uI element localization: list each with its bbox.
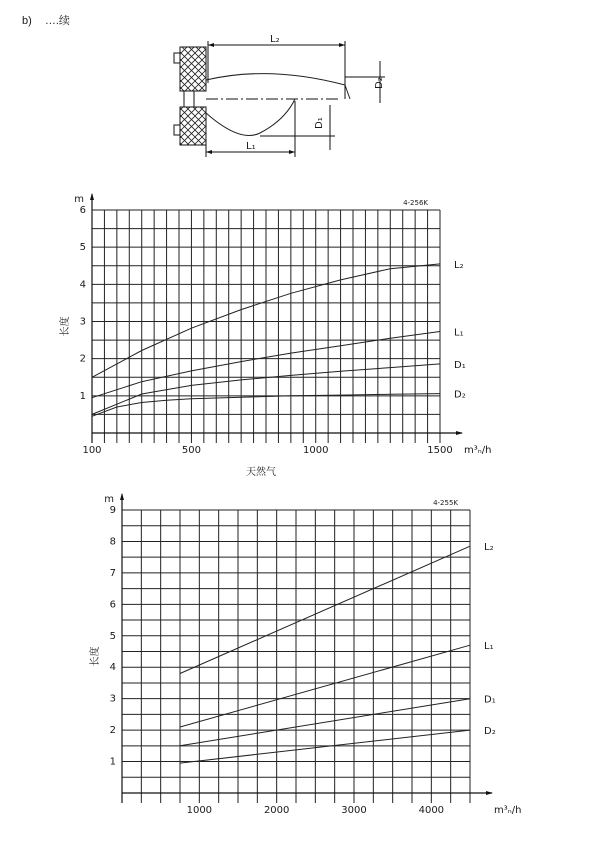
y-tick-label: 5 bbox=[79, 242, 86, 254]
x-tick-label: 4000 bbox=[418, 805, 445, 816]
x-tick-label: 2000 bbox=[263, 805, 290, 816]
figure-label: b) bbox=[22, 15, 32, 27]
y-unit-label: m bbox=[104, 494, 114, 505]
y-tick-label: 5 bbox=[109, 630, 116, 642]
x-tick-label: 1000 bbox=[186, 805, 213, 816]
y-tick-label: 4 bbox=[79, 279, 86, 291]
y-unit-label: m bbox=[74, 194, 84, 205]
y-tick-label: 2 bbox=[109, 725, 116, 737]
series-label-2: L₁ bbox=[454, 327, 464, 339]
x-tick-label: 500 bbox=[181, 445, 201, 456]
series-label-3: D₁ bbox=[484, 694, 496, 706]
figure-header bbox=[22, 12, 80, 28]
chart-code: 4-255K bbox=[433, 499, 458, 507]
x-axis-arrow bbox=[456, 431, 463, 435]
dimension-L1-label: L₁ bbox=[246, 141, 256, 152]
series-label-3: D₁ bbox=[454, 359, 466, 371]
series-label-1: L₂ bbox=[484, 542, 494, 554]
x-tick-label: 1500 bbox=[427, 445, 453, 456]
x-tick-label: 1000 bbox=[302, 445, 329, 456]
chart-4-256k bbox=[0, 185, 603, 485]
chart2-labels bbox=[88, 494, 521, 816]
chart1-grid bbox=[90, 193, 463, 443]
series-label-4: D₂ bbox=[454, 389, 466, 401]
y-tick-label: 1 bbox=[79, 390, 86, 402]
dimension-D2-label: D₂ bbox=[374, 77, 385, 89]
chart-subtitle: 天然气 bbox=[246, 467, 276, 478]
y-tick-label: 9 bbox=[109, 505, 116, 516]
burner-flame-diagram bbox=[160, 25, 400, 170]
series-line-4 bbox=[180, 730, 470, 763]
series-label-4: D₂ bbox=[484, 726, 496, 738]
y-axis-arrow bbox=[90, 193, 94, 200]
y-tick-label: 7 bbox=[109, 567, 116, 579]
chart-4-255k bbox=[0, 485, 603, 825]
chart1-labels bbox=[58, 194, 491, 478]
y-tick-label: 8 bbox=[109, 536, 116, 548]
y-axis-arrow bbox=[120, 493, 124, 500]
inner-flame-outline bbox=[206, 99, 295, 136]
x-tick-label: 3000 bbox=[341, 805, 367, 816]
y-tick-label: 2 bbox=[79, 353, 86, 365]
series-label-2: L₁ bbox=[484, 641, 494, 653]
y-axis-title: 长度 bbox=[60, 316, 71, 337]
y-tick-label: 3 bbox=[109, 693, 116, 705]
figure-continued-text: ….续 bbox=[44, 15, 70, 27]
chart-code: 4-256K bbox=[403, 199, 428, 207]
y-tick-label: 1 bbox=[109, 756, 116, 768]
series-line-1 bbox=[180, 546, 470, 673]
x-unit-label: m³ₙ/h bbox=[464, 445, 492, 456]
y-tick-label: 6 bbox=[109, 599, 116, 611]
dimension-L2-label: L₂ bbox=[270, 34, 280, 45]
x-axis-arrow bbox=[486, 791, 493, 795]
x-unit-label: m³ₙ/h bbox=[494, 805, 522, 816]
series-label-1: L₂ bbox=[454, 259, 464, 271]
x-tick-label: 100 bbox=[82, 445, 102, 456]
dimension-D1-label: D₁ bbox=[314, 117, 325, 129]
series-line-3 bbox=[180, 699, 470, 746]
outer-flame-outline bbox=[206, 74, 350, 99]
y-tick-label: 6 bbox=[79, 205, 86, 216]
burner-block bbox=[174, 47, 206, 145]
y-axis-title: 长度 bbox=[90, 646, 101, 667]
y-tick-label: 3 bbox=[79, 316, 86, 328]
y-tick-label: 4 bbox=[109, 662, 116, 674]
chart2-grid bbox=[120, 493, 493, 803]
